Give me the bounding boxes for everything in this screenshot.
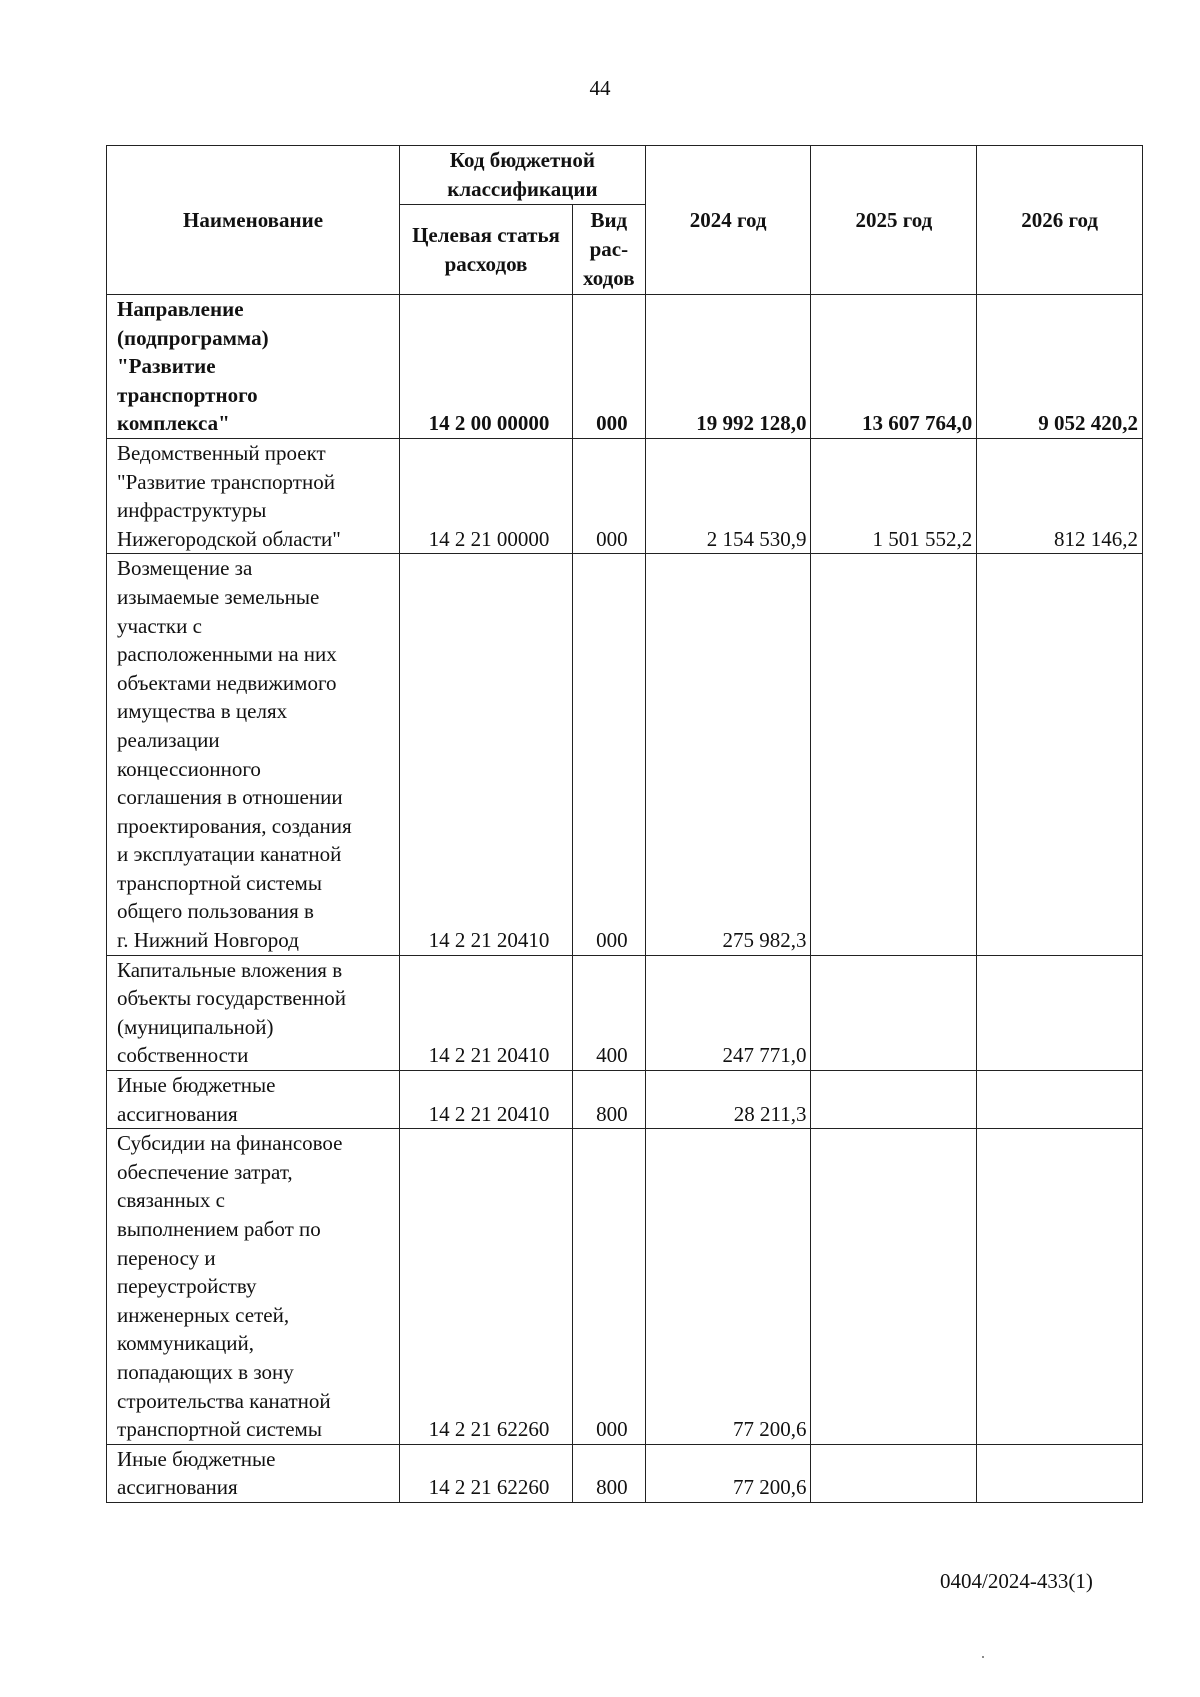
table-row	[107, 438, 1143, 553]
row-name: Иные бюджетные ассигнования	[107, 1071, 400, 1129]
row-2025: 1 501 552,2	[811, 438, 977, 553]
row-2026	[977, 554, 1143, 955]
page-number: 44	[589, 76, 611, 100]
row-2024: 275 982,3	[645, 554, 811, 955]
row-name: Субсидии на финансовое обеспечение затрат, связанных с выполнением работ по переносу и переустройству инженерных сетей, коммуникаций, попадающих в зону строительства канатной транспортной системы	[107, 1129, 400, 1445]
row-2026	[977, 955, 1143, 1070]
header-name: Наименование	[107, 146, 400, 295]
row-expense-kind: 000	[572, 554, 645, 955]
row-target-code: 14 2 21 20410	[400, 1071, 573, 1129]
row-target-code: 14 2 21 20410	[400, 554, 573, 955]
header-year-2026: 2026 год	[977, 146, 1143, 295]
row-expense-kind: 400	[572, 955, 645, 1070]
budget-table	[106, 145, 1143, 1503]
row-expense-kind: 800	[572, 1444, 645, 1502]
row-2024: 77 200,6	[645, 1129, 811, 1445]
row-2026	[977, 1444, 1143, 1502]
row-2026: 9 052 420,2	[977, 295, 1143, 439]
table-row	[107, 295, 1143, 439]
row-2026: 812 146,2	[977, 438, 1143, 553]
row-2025	[811, 1444, 977, 1502]
table-row	[107, 1129, 1143, 1445]
document-reference: 0404/2024-433(1)	[940, 1569, 1093, 1593]
header-year-2025: 2025 год	[811, 146, 977, 295]
row-name: Иные бюджетные ассигнования	[107, 1444, 400, 1502]
row-expense-kind: 000	[572, 295, 645, 439]
row-2024: 247 771,0	[645, 955, 811, 1070]
row-target-code: 14 2 21 62260	[400, 1129, 573, 1445]
row-2026	[977, 1071, 1143, 1129]
row-2025	[811, 1071, 977, 1129]
row-2024: 28 211,3	[645, 1071, 811, 1129]
row-name: Капитальные вложения в объекты государственной (муниципальной) собственности	[107, 955, 400, 1070]
header-expense-kind: Вид рас-ходов	[572, 205, 645, 295]
row-expense-kind: 800	[572, 1071, 645, 1129]
scan-mark	[982, 1656, 984, 1658]
row-2024: 19 992 128,0	[645, 295, 811, 439]
row-2025	[811, 955, 977, 1070]
row-2025	[811, 554, 977, 955]
table-row	[107, 955, 1143, 1070]
row-expense-kind: 000	[572, 438, 645, 553]
row-name: Возмещение за изымаемые земельные участки с расположенными на них объектами недвижимого имущества в целях реализации концессионного соглашения в отношении проектирования, создания и эксплуатации канатной транспортной системы общего пользования в г. Нижний Новгород	[107, 554, 400, 955]
table-row	[107, 1444, 1143, 1502]
table-row	[107, 1071, 1143, 1129]
row-target-code: 14 2 21 20410	[400, 955, 573, 1070]
row-target-code: 14 2 21 00000	[400, 438, 573, 553]
header-year-2024: 2024 год	[645, 146, 811, 295]
row-2025: 13 607 764,0	[811, 295, 977, 439]
row-target-code: 14 2 00 00000	[400, 295, 573, 439]
row-2024: 77 200,6	[645, 1444, 811, 1502]
row-name: Направление (подпрограмма) "Развитие транспортного комплекса"	[107, 295, 400, 439]
header-code-group: Код бюджетной классификации	[400, 146, 646, 205]
row-2024: 2 154 530,9	[645, 438, 811, 553]
row-2025	[811, 1129, 977, 1445]
row-target-code: 14 2 21 62260	[400, 1444, 573, 1502]
row-expense-kind: 000	[572, 1129, 645, 1445]
row-2026	[977, 1129, 1143, 1445]
header-target-article: Целевая статья расходов	[400, 205, 573, 295]
table-row	[107, 554, 1143, 955]
row-name: Ведомственный проект "Развитие транспортной инфраструктуры Нижегородской области"	[107, 438, 400, 553]
